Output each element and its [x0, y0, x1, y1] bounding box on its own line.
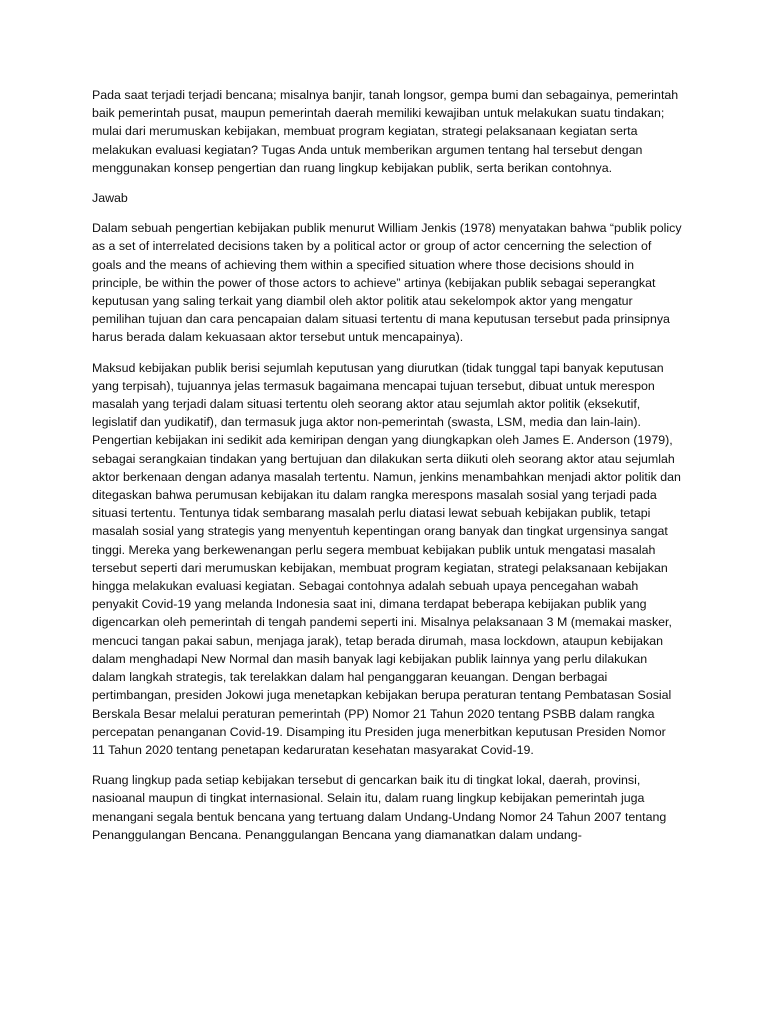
scope-paragraph: Ruang lingkup pada setiap kebijakan tersebut di gencarkan baik itu di tingkat lokal, daerah, provinsi, nasioanal maupun di tingkat internasional. Selain itu, dalam ruang lingkup kebijakan pemerintah juga menangani segala bentuk bencana yang tertuang dalam Undang-Undang Nomor 24 Tahun 2007 tentang Penanggulangan Bencana. Penanggulangan Bencana yang diamanatkan dalam undang- — [92, 773, 667, 842]
question-paragraph: Pada saat terjadi terjadi bencana; misalnya banjir, tanah longsor, gempa bumi dan sebagainya, pemerintah baik pemerintah pusat, maupun pemerintah daerah memiliki kewajiban untuk melakukan suatu tindakan; mulai dari merumuskan kebijakan, membuat program kegiatan, strategi pelaksanaan kegiatan serta melakukan evaluasi kegiatan? Tugas Anda untuk memberikan argumen tentang hal tersebut dengan menggunakan konsep pengertian dan ruang lingkup kebijakan publik, serta berikan contohnya. — [92, 88, 679, 175]
answer-heading: Jawab — [92, 191, 128, 206]
document-body — [92, 86, 682, 856]
definition-paragraph: Dalam sebuah pengertian kebijakan publik menurut William Jenkis (1978) menyatakan bahwa “publik policy as a set of interrelated decisions taken by a political actor or group of actor cencerning the selection of goals and the means of achieving them within a specified situation where those decisions should in principle, be within the power of those actors to achieve” artinya (kebijakan publik sebagai seperangkat keputusan yang saling terkait yang diambil oleh aktor politik atau sekelompok aktor yang mengatur pemilihan tujuan dan cara pencapaian dalam situasi tertentu di mana keputusan tersebut pada prinsipnya harus berada dalam kekuasaan aktor tersebut untuk mencapainya). — [92, 221, 682, 345]
explanation-paragraph: Maksud kebijakan publik berisi sejumlah keputusan yang diurutkan (tidak tunggal tapi banyak keputusan yang terpisah), tujuannya jelas termasuk bagaimana mencapai tujuan tersebut, dibuat untuk merespon masalah yang terjadi dalam situasi tertentu oleh seorang aktor atau sejumlah aktor politik (eksekutif, legislatif dan yudikatif), dan termasuk juga aktor non-pemerintah (swasta, LSM, media dan lain-lain). Pengertian kebijakan ini sedikit ada kemiripan dengan yang diungkapkan oleh James E. Anderson (1979), sebagai serangkaian tindakan yang bertujuan dan dilakukan serta diikuti oleh seorang aktor atau sejumlah aktor berkenaan dengan adanya masalah tertentu. Namun, jenkins menambahkan menjadi aktor politik dan ditegaskan bahwa perumusan kebijakan itu dalam rangka merespons masalah sosial yang terjadi pada situasi tertentu. Tentunya tidak sembarang masalah perlu diatasi lewat sebuah kebijakan publik, tetapi masalah sosial yang strategis yang menyentuh kepentingan orang banyak dan tingkat urgensinya sangat tinggi. Mereka yang berkewenangan perlu segera membuat kebijakan publik untuk mengatasi masalah tersebut seperti dari merumuskan kebijakan, membuat program kegiatan, strategi pelaksanaan kebijakan hingga melakukan evaluasi kegiatan. Sebagai contohnya adalah sebuah upaya pencegahan wabah penyakit Covid-19 yang melanda Indonesia saat ini, dimana terdapat beberapa kebijakan publik yang digencarkan oleh pemerintah di tengah pandemi seperti ini. Misalnya pelaksanaan 3 M (memakai masker, mencuci tangan pakai sabun, menjaga jarak), tetap berada dirumah, masa lockdown, ataupun kebijakan dalam menghadapi New Normal dan masih banyak lagi kebijakan publik lainnya yang perlu dilakukan dalam langkah strategis, tak terelakkan dalam hal penganggaran keuangan. Dengan berbagai pertimbangan, presiden Jokowi juga menetapkan kebijakan berupa peraturan tentang Pembatasan Sosial Berskala Besar melalui peraturan pemerintah (PP) Nomor 21 Tahun 2020 tentang PSBB dalam rangka percepatan penanganan Covid-19. Disamping itu Presiden juga menerbitkan keputusan Presiden Nomor 11 Tahun 2020 tentang penetapan kedaruratan kesehatan masyarakat Covid-19. — [92, 360, 681, 757]
